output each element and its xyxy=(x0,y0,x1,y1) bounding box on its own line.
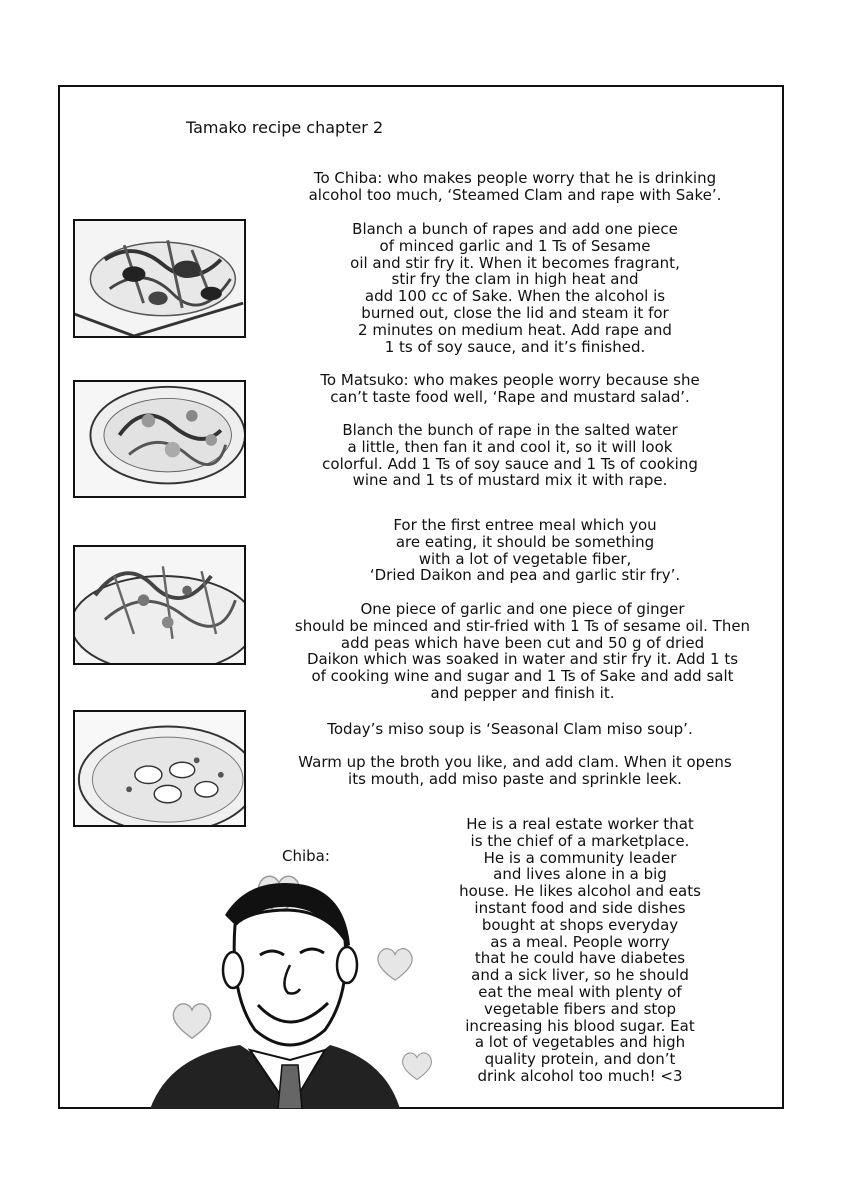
clam-miso-soup-illustration xyxy=(75,712,244,825)
daikon-stir-fry-image xyxy=(73,545,246,665)
character-bio: He is a real estate worker that is the chief of a marketplace. He is a community leader and lives alone in a big house. He likes alcohol and eats instant food and side dishes bought at shops everyday as a meal. People worry that he could have diabetes and a sick liver, so he should eat the meal with plenty of vegetable fibers and stop increasing his blood sugar. Eat a lot of vegetables and high quality protein, and don’t drink alcohol too much! <3 xyxy=(459,815,701,1085)
recipe-2-steps: Blanch the bunch of rape in the salted water a little, then fan it and cool it, so it will look colorful. Add 1 Ts of soy sauce and 1 Ts of cooking wine and 1 ts of mustard mix it with rape. xyxy=(322,421,698,490)
heart-icon xyxy=(400,1050,434,1081)
chiba-portrait xyxy=(130,855,400,1109)
recipe-1-intro: To Chiba: who makes people worry that he is drinking alcohol too much, ‘Steamed Clam and rape with Sake’. xyxy=(308,169,722,204)
recipe-3-steps: One piece of garlic and one piece of ginger should be minced and stir-fried with 1 Ts of sesame oil. Then add peas which have been cut and 50 g of dried Daikon which was soaked in water and stir fry it. Add 1 ts of cooking wine and sugar and 1 Ts of Sake and add salt and pepper and finish it. xyxy=(294,600,751,702)
recipe-1-steps: Blanch a bunch of rapes and add one piece of minced garlic and 1 Ts of Sesame oil and stir fry it. When it becomes fragrant, stir fry the clam in high heat and add 100 cc of Sake. When the alcohol is burned out, close the lid and steam it for 2 minutes on medium heat. Add rape and 1 ts of soy sauce, and it’s finished. xyxy=(350,220,680,356)
character-name-label: Chiba: xyxy=(282,847,330,865)
recipe-4-steps: Warm up the broth you like, and add clam. When it opens its mouth, add miso paste and sprinkle leek. xyxy=(298,753,732,788)
recipe-3-intro: For the first entree meal which you are eating, it should be something with a lot of vegetable fiber, ‘Dried Daikon and pea and garlic stir fry’. xyxy=(369,516,681,585)
daikon-stir-fry-illustration xyxy=(75,547,244,663)
clam-and-rape-illustration xyxy=(75,221,244,336)
page-title: Tamako recipe chapter 2 xyxy=(186,118,384,137)
rape-mustard-salad-illustration xyxy=(75,382,244,496)
clam-miso-soup-image xyxy=(73,710,246,827)
rape-mustard-salad-image xyxy=(73,380,246,498)
recipe-4-intro: Today’s miso soup is ‘Seasonal Clam miso soup’. xyxy=(327,720,693,738)
clam-and-rape-dish-image xyxy=(73,219,246,338)
recipe-2-intro: To Matsuko: who makes people worry because she can’t taste food well, ‘Rape and mustard salad’. xyxy=(320,371,700,406)
